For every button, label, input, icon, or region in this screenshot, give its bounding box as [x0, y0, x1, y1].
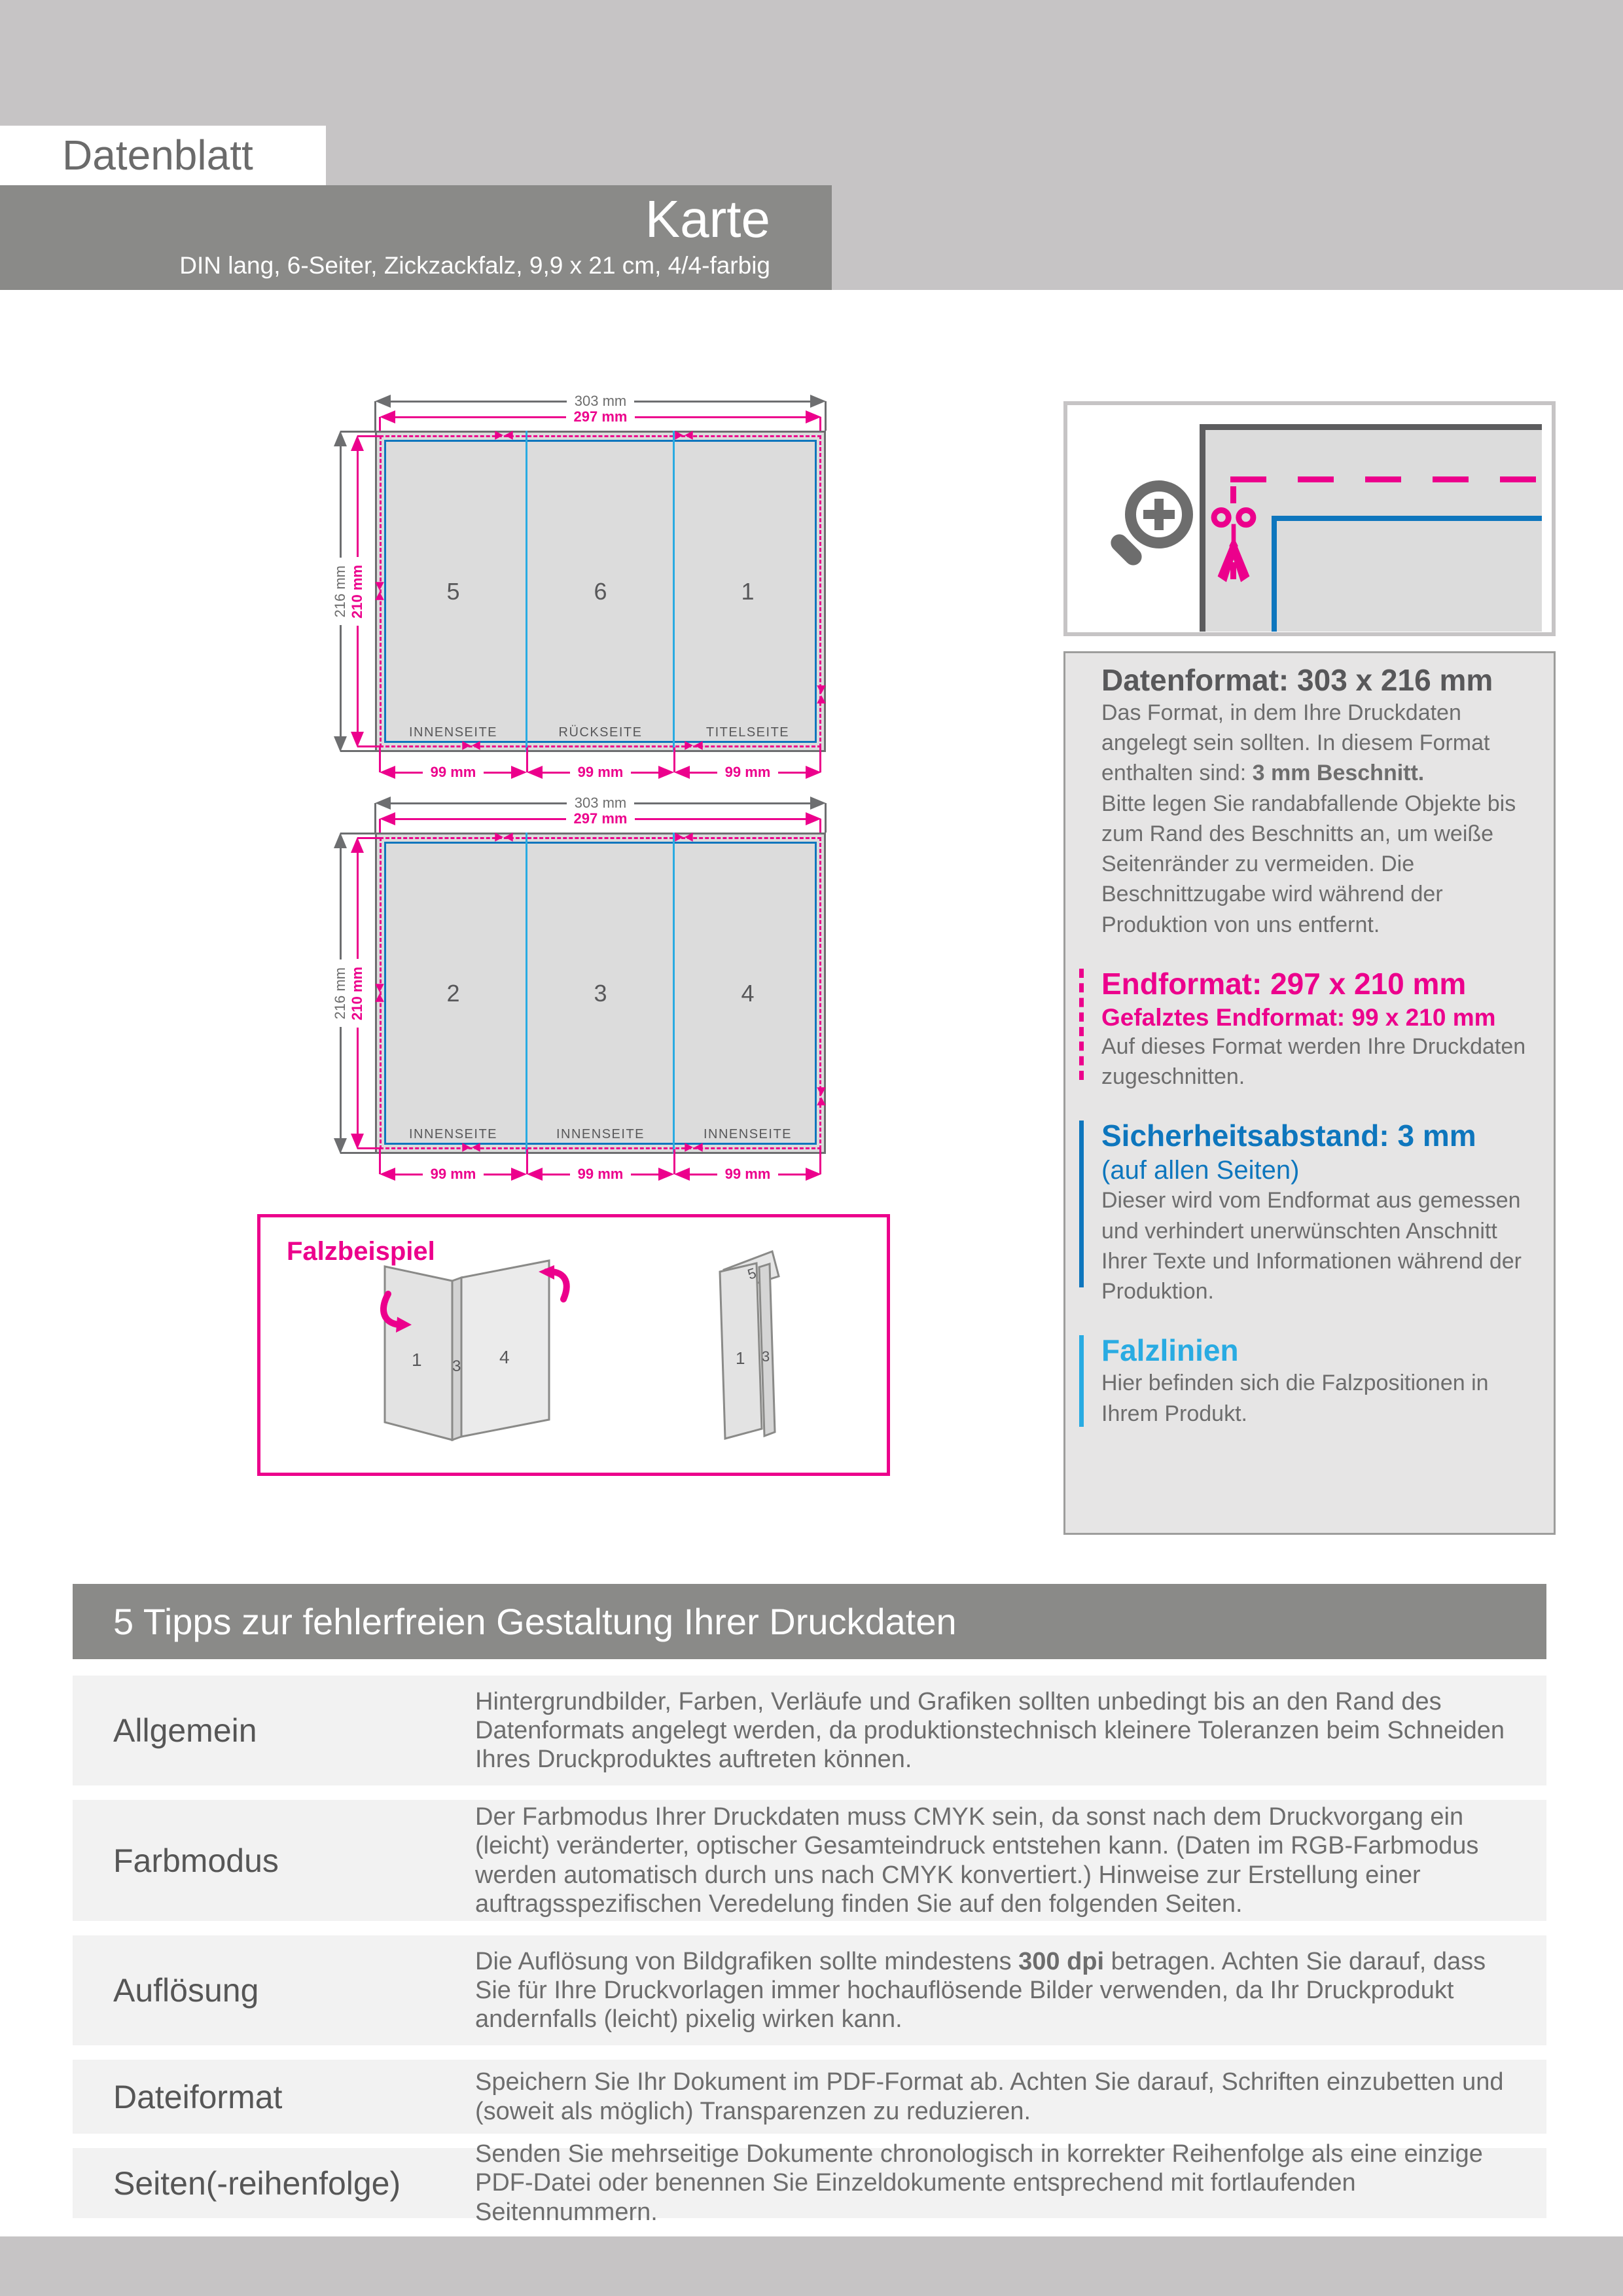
fold-example-box [257, 1214, 890, 1476]
panel [380, 833, 527, 1154]
tip-label: Allgemein [113, 1712, 257, 1749]
dim-datenformat-width [375, 394, 826, 408]
falzlinien-body: Hier befinden sich die Falzpositionen in Ihrem Produkt. [1101, 1371, 1489, 1426]
dim-label: 216 mm [332, 565, 348, 618]
panel [527, 833, 674, 1154]
fold-panel-label: 3 [762, 1348, 770, 1365]
tip-body-text: Hintergrundbilder, Farben, Verläufe und Grafiken sollten unbedingt bis an den Rand des Datenformats angelegt werden, da produktionstechnisch kleinere Toleranzen beim Schneiden Ihres Druckproduktes auftreten können. [475, 1687, 1505, 1774]
safety-subheading: (auf allen Seiten) [1101, 1156, 1300, 1185]
dim-witness-line [374, 401, 376, 431]
panel-caption: INNENSEITE [556, 1127, 645, 1141]
dim-endformat-height [350, 435, 365, 747]
tip-row-aufloesung [73, 1935, 1546, 2045]
fold-panel-label: 1 [736, 1348, 745, 1368]
panel-number: 1 [741, 577, 755, 605]
dim-datenformat-width [375, 796, 826, 810]
falzlinien-heading: Falzlinien [1101, 1333, 1239, 1368]
dim-datenformat-height [333, 833, 348, 1154]
tip-body [475, 1803, 1509, 1918]
datenformat-body-text: Das Format, in dem Ihre Druckdaten angelegt sein sollten. In diesem Format enthalten sind: [1101, 700, 1490, 786]
datenformat-body [1101, 698, 1527, 789]
dim-label: 99 mm [577, 764, 624, 780]
safety-body: Dieser wird vom Endformat aus gemessen und verhindert unerwünschten Anschnitt Ihrer Texte und Informationen während der Produktion. [1101, 1188, 1522, 1304]
dim-datenformat-height [333, 431, 348, 752]
cut-marker-icon [674, 430, 694, 440]
tip-body-bold: 300 dpi [1018, 1947, 1105, 1975]
tip-body-text: Senden Sie mehrseitige Dokumente chronologisch in korrekter Reihenfolge als eine einzige PDF-Datei oder benennen Sie Einzeldokumente entsprechend mit fortlaufenden Seitennummern. [475, 2140, 1483, 2226]
cut-marker-icon [674, 832, 694, 842]
title-band [0, 185, 832, 290]
tip-body [475, 1687, 1509, 1774]
cut-marker-icon [374, 983, 385, 1003]
panel-number: 5 [446, 577, 460, 605]
panel-caption: TITELSEITE [705, 725, 790, 740]
tip-row-seitenreihenfolge [73, 2140, 1546, 2226]
fold-example-closed-illustration [686, 1245, 843, 1454]
bleed-dash-line [1230, 476, 1542, 482]
section-datenformat [1101, 662, 1527, 940]
cut-marker-icon [684, 1142, 704, 1153]
cut-marker-icon [684, 740, 704, 751]
section-falzlinien [1101, 1333, 1527, 1428]
fold-panel-label: 3 [452, 1357, 461, 1375]
datenformat-body-bold: 3 mm Beschnitt. [1252, 761, 1425, 786]
dim-witness-line [825, 803, 827, 833]
panel-caption: INNENSEITE [408, 725, 498, 740]
section-endformat [1101, 966, 1527, 1092]
tip-label: Farbmodus [113, 1842, 279, 1879]
panel-number: 3 [594, 979, 607, 1007]
endformat-marker-bar [1079, 969, 1084, 1080]
tip-body [475, 1947, 1509, 2034]
bleed-detail-box [1063, 401, 1556, 636]
tip-row-allgemein [73, 1676, 1546, 1785]
dim-label: 210 mm [349, 966, 365, 1020]
tip-row-dateiformat [73, 2060, 1546, 2134]
dim-label: 99 mm [430, 1166, 476, 1182]
dim-label: 210 mm [349, 564, 365, 619]
dim-label: 216 mm [332, 967, 348, 1020]
safety-heading: Sicherheitsabstand: 3 mm [1101, 1119, 1476, 1153]
tip-body [475, 2140, 1509, 2226]
tip-body-text: Die Auflösung von Bildgrafiken sollte mindestens [475, 1947, 1019, 1975]
tip-body-text: Speichern Sie Ihr Dokument im PDF-Format ab. Achten Sie darauf, Schriften einzubetten und (soweit als möglich) Transparenzen zu reduzieren. [475, 2068, 1504, 2125]
scissors-icon [1210, 507, 1257, 586]
eyebrow-box [0, 126, 326, 185]
page-title: Karte [645, 190, 770, 248]
page-footer-band [0, 2236, 1623, 2296]
tip-body [475, 2068, 1509, 2125]
endformat-body: Auf dieses Format werden Ihre Druckdaten zugeschnitten. [1101, 1033, 1526, 1090]
dim-witness-line [825, 401, 827, 431]
cut-marker-icon [816, 685, 827, 704]
dim-endformat-height [350, 837, 365, 1149]
dim-panel-width [380, 1167, 527, 1181]
foldline-marker-bar [1079, 1335, 1084, 1427]
dim-endformat-width [380, 812, 821, 826]
dim-endformat-width [380, 410, 821, 424]
tip-label: Dateiformat [113, 2078, 283, 2115]
dim-label: 297 mm [573, 810, 628, 827]
panel [674, 833, 821, 1154]
dim-label: 99 mm [724, 1166, 771, 1182]
safety-marker-bar [1079, 1121, 1084, 1287]
datenformat-edge-left [1200, 424, 1205, 632]
panel-number: 2 [446, 979, 460, 1007]
page-subtitle: DIN lang, 6-Seiter, Zickzackfalz, 9,9 x 21 cm, 4/4-farbig [179, 252, 770, 279]
tip-label: Seiten(-reihenfolge) [113, 2164, 401, 2202]
panel [527, 431, 674, 752]
cut-marker-icon [374, 581, 385, 601]
datenformat-heading: Datenformat: 303 x 216 mm [1101, 663, 1493, 697]
dim-label: 297 mm [573, 408, 628, 425]
layout-diagram-inside [332, 795, 828, 1196]
panel-number: 6 [594, 577, 607, 605]
dim-label: 99 mm [430, 764, 476, 780]
cut-marker-icon [494, 832, 514, 842]
layout-diagram-front [332, 393, 828, 794]
cut-marker-icon [461, 1142, 481, 1153]
dim-label: 303 mm [574, 393, 627, 409]
endformat-subheading: Gefalztes Endformat: 99 x 210 mm [1101, 1003, 1496, 1031]
dim-label: 303 mm [574, 795, 627, 811]
tips-section-title: 5 Tipps zur fehlerfreien Gestaltung Ihrer Druckdaten [73, 1584, 1546, 1659]
panel [674, 431, 821, 752]
panel-number: 4 [741, 979, 755, 1007]
page-header [0, 0, 1623, 290]
dim-panel-width [527, 765, 674, 780]
dim-panel-width [674, 1167, 821, 1181]
cut-marker-icon [816, 1086, 827, 1106]
fold-panel-label: 4 [499, 1347, 510, 1367]
panel-caption: RÜCKSEITE [558, 725, 643, 740]
fold-example-title: Falzbeispiel [287, 1237, 435, 1266]
panel [380, 431, 527, 752]
tip-body-text: Der Farbmodus Ihrer Druckdaten muss CMYK sein, da sonst nach dem Druckvorgang ein (leicht) veränderter, optischer Gesamteindruck entstehen kann. (Daten im RGB-Farbmodus werden automatisch durch uns nach CMYK konvertiert.) Hinweise zur Erstellung einer auftragsspezifischen Veredelung finden Sie auf den folgenden Seiten. [475, 1803, 1479, 1918]
cut-marker-icon [494, 430, 514, 440]
safety-line [1272, 516, 1542, 521]
panel-caption: INNENSEITE [703, 1127, 793, 1141]
fold-panel-label: 1 [412, 1350, 422, 1370]
dim-label: 99 mm [577, 1166, 624, 1182]
cut-marker-icon [461, 740, 481, 751]
dim-panel-width [527, 1167, 674, 1181]
dim-panel-width [674, 765, 821, 780]
tip-row-farbmodus [73, 1800, 1546, 1921]
bleed-note: Bitte legen Sie randabfallende Objekte bis zum Rand des Beschnitts an, um weiße Seitenränder zu vermeiden. Die Beschnittzugabe wird während der Produktion von uns entfernt. [1101, 791, 1516, 937]
dim-label: 99 mm [724, 764, 771, 780]
format-info-panel [1063, 651, 1556, 1535]
dim-panel-width [380, 765, 527, 780]
tip-body-text: betragen. Achten Sie darauf, dass Sie für Ihre Druckvorlagen immer hochauflösende Bilder verwenden, da Ihr Druckprodukt andernfalls (leicht) pixelig wirken kann. [475, 1947, 1486, 2034]
safety-line [1272, 516, 1277, 632]
eyebrow-label: Datenblatt [62, 132, 253, 179]
fold-example-open-illustration [368, 1247, 584, 1456]
tip-label: Auflösung [113, 1972, 259, 2009]
corner-detail-illustration [1200, 424, 1542, 632]
panel-caption: INNENSEITE [408, 1127, 498, 1141]
datenformat-edge-top [1200, 424, 1542, 430]
section-sicherheitsabstand [1101, 1118, 1527, 1306]
fold-panel-label: 5 [745, 1265, 758, 1283]
dim-witness-line [374, 803, 376, 833]
endformat-heading: Endformat: 297 x 210 mm [1101, 966, 1467, 1001]
magnifier-ring-plus [1125, 480, 1193, 548]
